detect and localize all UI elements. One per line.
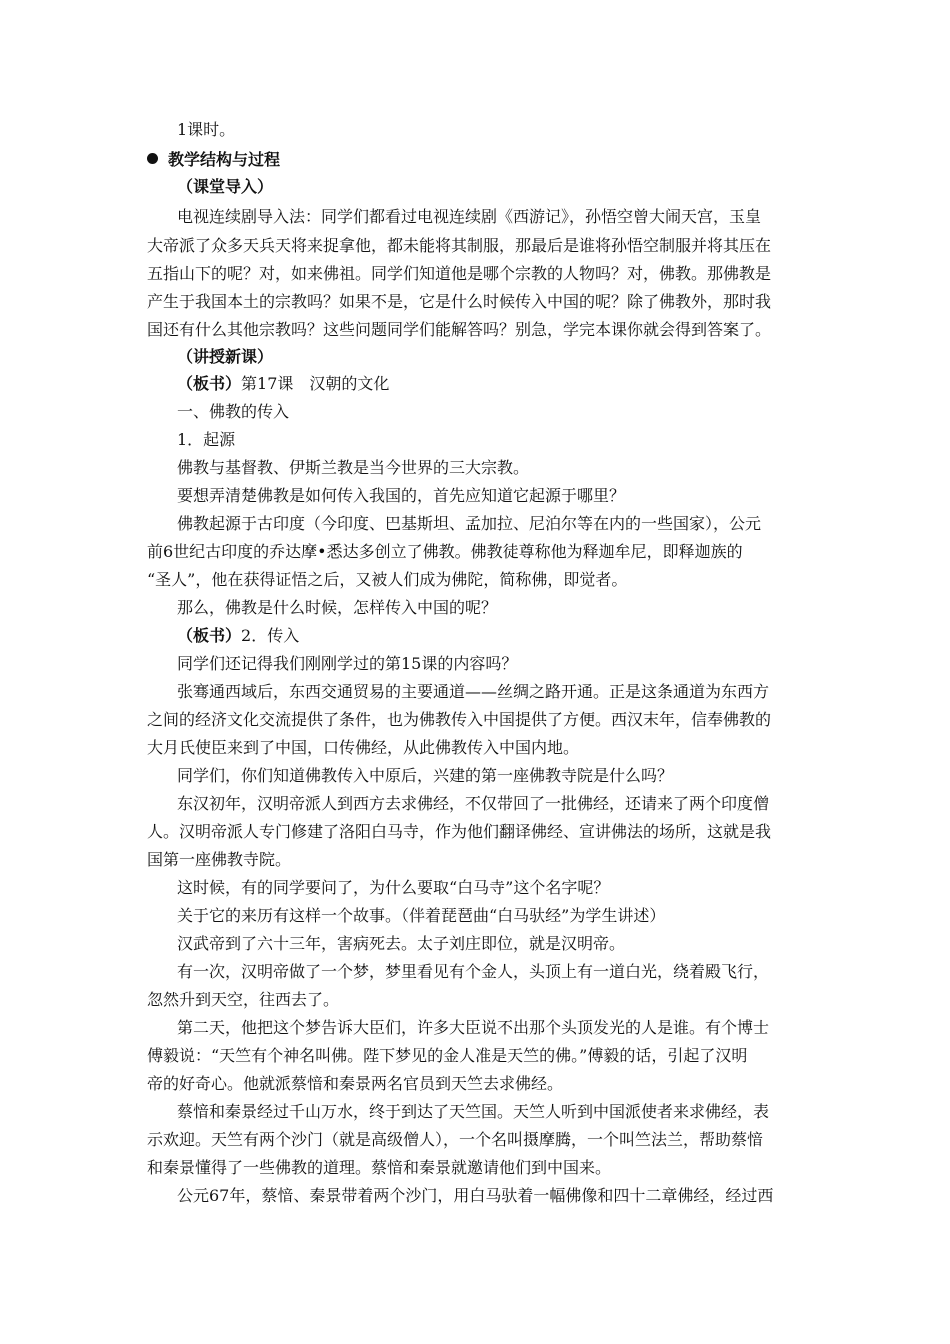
paragraph-line: 国第一座佛教寺院。 xyxy=(147,850,292,869)
paragraph-line: 之间的经济文化交流提供了条件，也为佛教传入中国提供了方便。西汉末年，信奉佛教的 xyxy=(147,710,772,729)
paragraph-line: 那么，佛教是什么时候，怎样传入中国的呢？ xyxy=(177,598,498,617)
paragraph-line: 东汉初年，汉明帝派人到西方去求佛经，不仅带回了一批佛经，还请来了两个印度僧 xyxy=(177,794,770,813)
paragraph-line: 大月氏使臣来到了中国，口传佛经，从此佛教传入中国内地。 xyxy=(147,738,580,757)
board-title-line xyxy=(177,374,837,396)
outline-subheading: 2．传入 xyxy=(241,626,300,645)
board-subheading-line xyxy=(177,626,837,648)
class-hours-text: 1课时。 xyxy=(177,120,236,139)
paragraph-line: 佛教起源于古印度（今印度、巴基斯坦、孟加拉、尼泊尔等在内的一些国家），公元 xyxy=(177,514,762,533)
paragraph-line: 汉武帝到了六十三年，害病死去。太子刘庄即位，就是汉明帝。 xyxy=(177,934,626,953)
paragraph-line: 要想弄清楚佛教是如何传入我国的，首先应知道它起源于哪里？ xyxy=(177,486,626,505)
paragraph-line: 帝的好奇心。他就派蔡愔和秦景两名官员到天竺去求佛经。 xyxy=(147,1074,564,1093)
paragraph-line: 蔡愔和秦景经过千山万水，终于到达了天竺国。天竺人听到中国派使者来求佛经，表 xyxy=(177,1102,770,1121)
paragraph-line: 张骞通西域后，东西交通贸易的主要通道——丝绸之路开通。正是这条通道为东西方 xyxy=(177,682,770,701)
paragraph-line: 大帝派了众多天兵天将来捉拿他，都未能将其制服，那最后是谁将孙悟空制服并将其压在 xyxy=(147,236,772,255)
lesson-title: 第17课 汉朝的文化 xyxy=(241,374,390,393)
paragraph-line: 佛教与基督教、伊斯兰教是当今世界的三大宗教。 xyxy=(177,458,530,477)
paragraph-line: 国还有什么其他宗教吗？这些问题同学们能解答吗？别急，学完本课你就会得到答案了。 xyxy=(147,320,772,339)
section-heading xyxy=(147,150,807,172)
paragraph-line: 前6世纪古印度的乔达摩•悉达多创立了佛教。佛教徒尊称他为释迦牟尼，即释迦族的 xyxy=(147,542,743,561)
paragraph-line: 第二天，他把这个梦告诉大臣们，许多大臣说不出那个头顶发光的人是谁。有个博士 xyxy=(177,1018,770,1037)
paragraph-line: 忽然升到天空，往西去了。 xyxy=(147,990,340,1009)
paragraph-line: 这时候，有的同学要问了，为什么要取“白马寺”这个名字呢？ xyxy=(177,878,610,897)
paragraph-line: 有一次，汉明帝做了一个梦，梦里看见有个金人，头顶上有一道白光，绕着殿飞行， xyxy=(177,962,770,981)
paragraph-line: 傅毅说：“天竺有个神名叫佛。陛下梦见的金人准是天竺的佛。”傅毅的话，引起了汉明 xyxy=(147,1046,748,1065)
bullet-icon xyxy=(147,153,158,164)
board-label: （板书） xyxy=(177,626,242,645)
board-label: （板书） xyxy=(177,374,242,393)
section-heading-text: 教学结构与过程 xyxy=(168,150,281,169)
paragraph-line: 公元67年，蔡愔、秦景带着两个沙门，用白马驮着一幅佛像和四十二章佛经，经过西 xyxy=(177,1186,774,1205)
paragraph-line: 示欢迎。天竺有两个沙门（就是高级僧人），一个名叫摄摩腾，一个叫竺法兰，帮助蔡愔 xyxy=(147,1130,764,1149)
paragraph-line: 和秦景懂得了一些佛教的道理。蔡愔和秦景就邀请他们到中国来。 xyxy=(147,1158,612,1177)
outline-heading: 一、佛教的传入 xyxy=(177,402,290,421)
paragraph-line: 同学们还记得我们刚刚学过的第15课的内容吗？ xyxy=(177,654,518,673)
paragraph-line: 产生于我国本土的宗教吗？如果不是，它是什么时候传入中国的呢？除了佛教外，那时我 xyxy=(147,292,772,311)
paragraph-line: “圣人”，他在获得证悟之后，又被人们成为佛陀，简称佛，即觉者。 xyxy=(147,570,628,589)
subheading-intro: （课堂导入） xyxy=(177,177,274,196)
paragraph-line: 关于它的来历有这样一个故事。（伴着琵琶曲“白马驮经”为学生讲述） xyxy=(177,906,666,925)
paragraph-line: 人。汉明帝派人专门修建了洛阳白马寺，作为他们翻译佛经、宣讲佛法的场所，这就是我 xyxy=(147,822,772,841)
paragraph-line: 五指山下的呢？对，如来佛祖。同学们知道他是哪个宗教的人物吗？对，佛教。那佛教是 xyxy=(147,264,772,283)
outline-subheading: 1．起源 xyxy=(177,430,236,449)
subheading-new-lesson: （讲授新课） xyxy=(177,347,274,366)
paragraph-line: 同学们，你们知道佛教传入中原后，兴建的第一座佛教寺院是什么吗？ xyxy=(177,766,674,785)
paragraph-line: 电视连续剧导入法：同学们都看过电视连续剧《西游记》，孙悟空曾大闹天宫，玉皇 xyxy=(177,207,762,226)
